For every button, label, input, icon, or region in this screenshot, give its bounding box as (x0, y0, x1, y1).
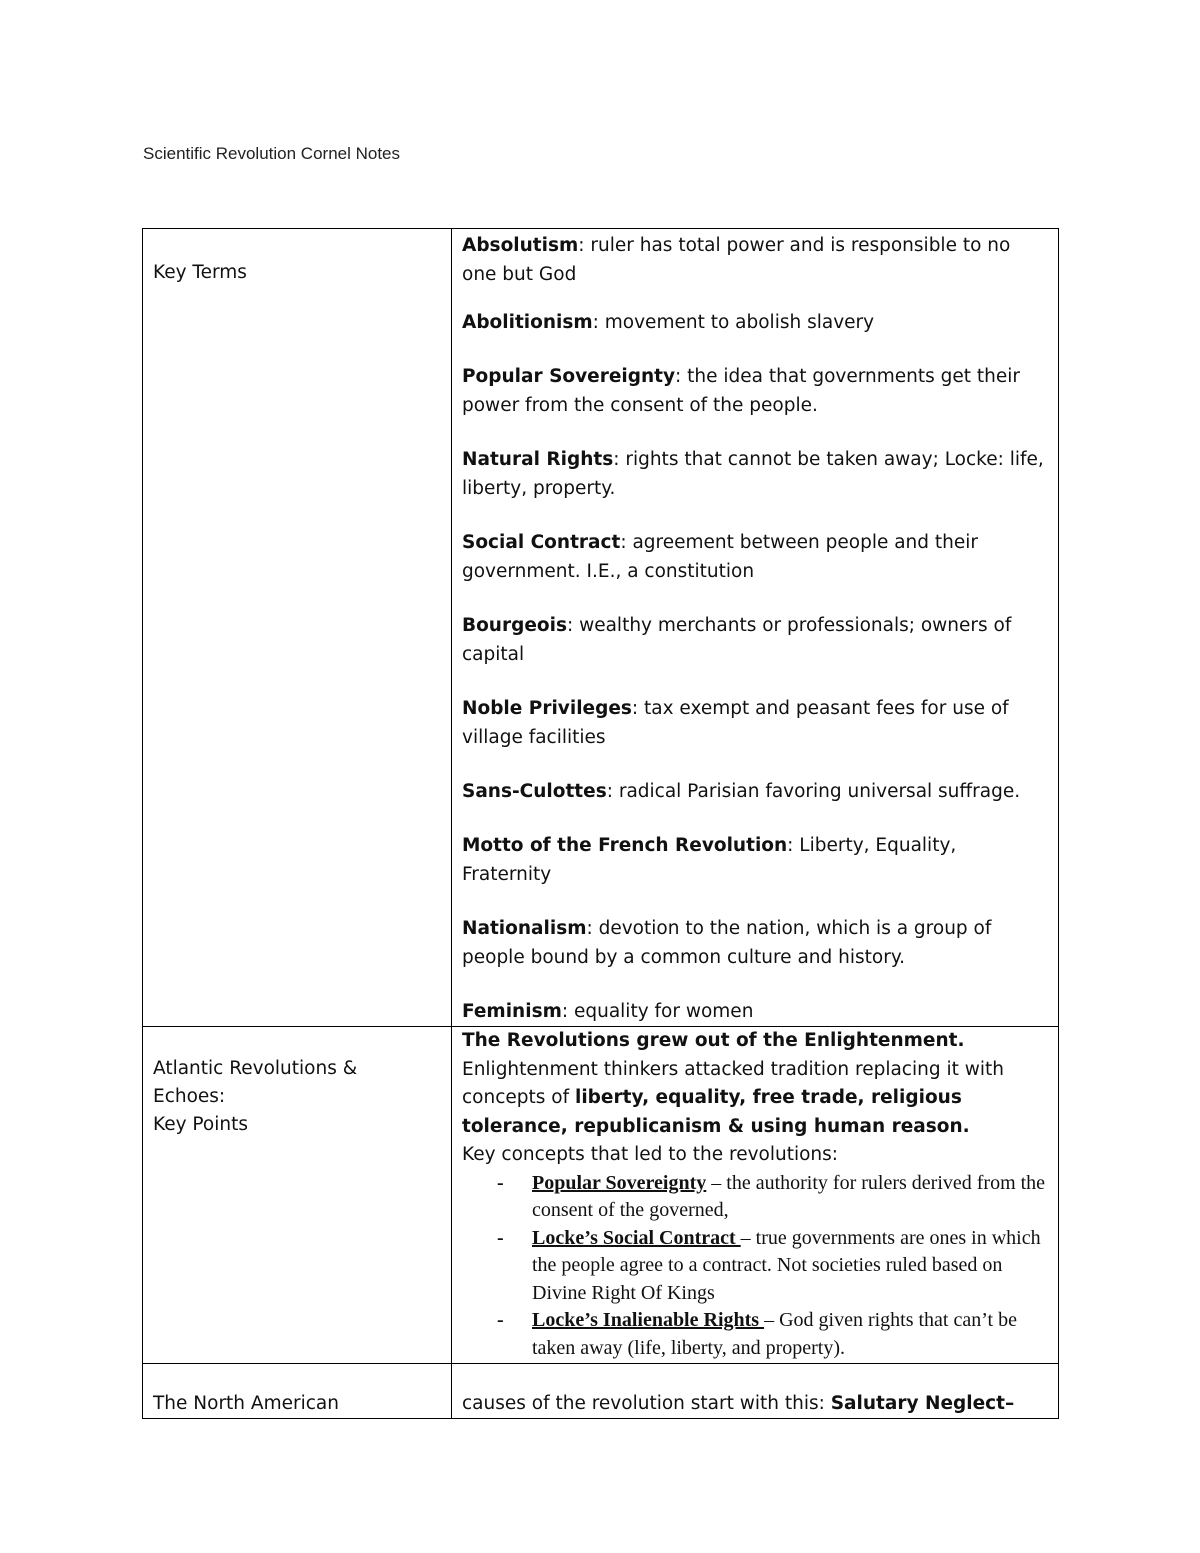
key-term-definition: : Liberty, Equality, Fraternity (462, 835, 957, 885)
key-term-definition: : radical Parisian favoring universal suffrage. (606, 781, 1021, 802)
bullet-text: – the authority for rulers derived from the consent of the governed, (532, 1171, 1046, 1221)
key-term-name: Nationalism (462, 918, 587, 939)
atlantic-cue-line3: Key Points (153, 1114, 248, 1135)
atlantic-content-cell (452, 1027, 1059, 1364)
north-american-cue-cell (143, 1364, 452, 1419)
cornell-notes-table (142, 228, 1059, 1419)
atlantic-intro-text: Enlightenment thinkers attacked tradition replacing it with concepts of (462, 1058, 1004, 1108)
bullet-term: Locke’s Inalienable Rights (532, 1309, 765, 1331)
key-term-name: Noble Privileges (462, 698, 632, 719)
key-term-name: Popular Sovereignty (462, 366, 676, 387)
key-term-item (462, 777, 1050, 806)
key-term-item (462, 997, 1050, 1026)
north-american-content-cell (452, 1364, 1059, 1419)
key-term-item (462, 231, 1050, 289)
key-term-name: Abolitionism (462, 312, 593, 333)
atlantic-cue-line2: Echoes: (153, 1086, 226, 1107)
key-term-definition: : rights that cannot be taken away; Locke: life, liberty, property. (462, 449, 1044, 499)
key-term-name: Social Contract (462, 532, 621, 553)
bullet-term: Popular Sovereignty (532, 1171, 707, 1194)
atlantic-bullet (462, 1307, 1050, 1362)
key-term-definition: : movement to abolish slavery (592, 312, 875, 333)
atlantic-intro (462, 1056, 1050, 1142)
atlantic-row (143, 1027, 1059, 1364)
north-american-cue: The North American (153, 1393, 339, 1414)
bullet-text: – true governments are ones in which the people agree to a contract. Not societies ruled based on Divine Right Of Kings (532, 1226, 1041, 1304)
key-term-definition: : the idea that governments get their power from the consent of the people. (462, 366, 1020, 416)
key-term-name: Sans-Culottes (462, 781, 607, 802)
bullet-text: – God given rights that can’t be taken away (life, liberty, and property). (532, 1309, 1017, 1359)
key-terms-content-cell (452, 229, 1059, 1027)
atlantic-heading: The Revolutions grew out of the Enlightenment. (462, 1030, 965, 1051)
north-american-text-plain: causes of the revolution start with this: (462, 1393, 831, 1414)
north-american-text (462, 1390, 1050, 1418)
key-terms-row (143, 229, 1059, 1027)
atlantic-concepts: liberty, equality, free trade, religious tolerance, republicanism & using human reason. (462, 1087, 970, 1137)
key-term-name: Bourgeois (462, 615, 567, 636)
page-title: Scientific Revolution Cornel Notes (143, 144, 401, 163)
key-terms-cue: Key Terms (153, 262, 247, 283)
key-term-item (462, 308, 1050, 337)
bullet-term: Locke’s Social Contract (532, 1226, 741, 1249)
key-term-definition: : ruler has total power and is responsible to no one but God (462, 235, 1011, 285)
key-term-item (462, 914, 1050, 972)
key-term-item (462, 831, 1050, 889)
atlantic-cue-line1: Atlantic Revolutions & (153, 1058, 358, 1079)
atlantic-cue (153, 1055, 443, 1139)
atlantic-bullet (462, 1225, 1050, 1308)
key-term-definition: : agreement between people and their government. I.E., a constitution (462, 532, 979, 582)
atlantic-bullet-list (462, 1170, 1050, 1363)
key-term-item (462, 445, 1050, 503)
key-term-item (462, 528, 1050, 586)
atlantic-bullet (462, 1170, 1050, 1225)
bullet-dash: - (497, 1171, 504, 1194)
key-term-name: Absolutism (462, 235, 579, 256)
key-term-definition: : tax exempt and peasant fees for use of village facilities (462, 698, 1009, 748)
key-term-name: Natural Rights (462, 449, 614, 470)
north-american-text-bold: Salutary Neglect– (830, 1393, 1015, 1414)
key-term-definition: : devotion to the nation, which is a group of people bound by a common culture and history. (462, 918, 992, 968)
key-term-definition: : equality for women (561, 1001, 754, 1022)
bullet-dash: - (497, 1226, 504, 1249)
atlantic-lead: Key concepts that led to the revolutions: (462, 1144, 839, 1165)
north-american-row (143, 1364, 1059, 1419)
key-terms-cue-cell (143, 229, 452, 1027)
atlantic-cue-cell (143, 1027, 452, 1364)
key-term-item (462, 694, 1050, 752)
key-terms-list (462, 229, 1050, 1026)
key-term-name: Feminism (462, 1001, 562, 1022)
key-term-item (462, 362, 1050, 420)
key-term-definition: : wealthy merchants or professionals; owners of capital (462, 615, 1012, 665)
key-term-name: Motto of the French Revolution (462, 835, 788, 856)
key-term-item (462, 611, 1050, 669)
bullet-dash: - (497, 1309, 504, 1331)
